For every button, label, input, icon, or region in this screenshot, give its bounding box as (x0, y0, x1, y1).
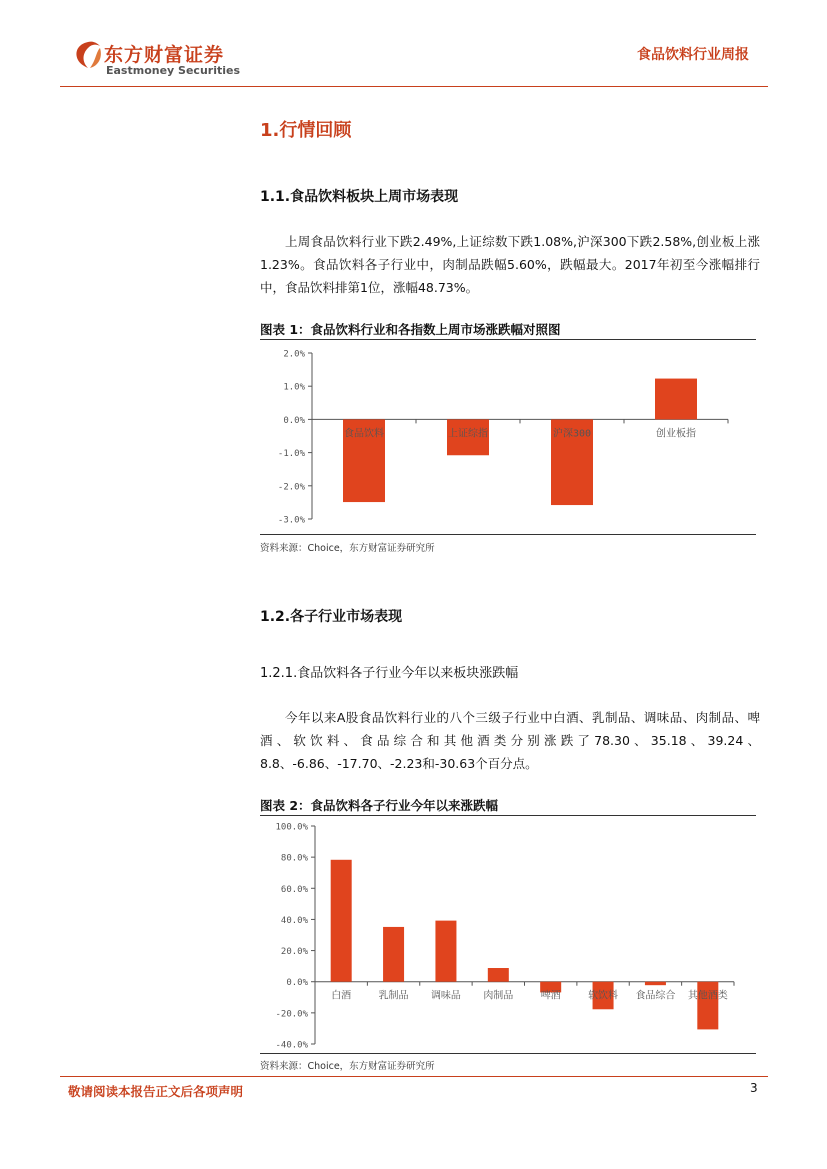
figure-2-source: 资料来源：Choice，东方财富证券研究所 (260, 1061, 435, 1072)
bar (383, 927, 404, 982)
subsection-title-1-2: 1.2.各子行业市场表现 (260, 609, 403, 625)
x-category-label: 乳制品 (378, 990, 409, 1002)
figure-2-bottom-rule (260, 1053, 756, 1054)
figure-2-title: 图表 2：食品饮料各子行业今年以来涨跌幅 (260, 798, 499, 813)
y-tick-label: 2.0% (283, 349, 305, 360)
subsubsection-title-1-2-1: 1.2.1.食品饮料各子行业今年以来板块涨跌幅 (260, 666, 519, 681)
figure-1-title: 图表 1：食品饮料行业和各指数上周市场涨跌幅对照图 (260, 322, 561, 337)
y-tick-label: -2.0% (277, 482, 305, 493)
eastmoney-logo-icon (70, 38, 106, 74)
section-title: 1.行情回顾 (260, 120, 352, 141)
bar (435, 921, 456, 982)
y-tick-label: -3.0% (277, 515, 305, 526)
figure-1-bottom-rule (260, 534, 756, 535)
footer-divider (60, 1076, 768, 1077)
y-tick-label: 0.0% (283, 415, 305, 426)
y-tick-label: 40.0% (280, 915, 308, 926)
bar (331, 860, 352, 982)
bar (697, 982, 718, 1030)
y-tick-label: 100.0% (275, 822, 308, 833)
x-category-label: 肉制品 (483, 990, 514, 1002)
x-category-label: 其他酒类 (687, 990, 728, 1002)
subsection-title-1-1: 1.1.食品饮料板块上周市场表现 (260, 189, 459, 205)
x-category-label: 调味品 (430, 990, 461, 1002)
y-tick-label: 0.0% (286, 978, 308, 989)
report-type: 食品饮料行业周报 (637, 47, 749, 63)
figure-2-bar-chart (260, 817, 756, 1052)
x-category-label: 上证综指 (448, 428, 488, 440)
figure-1-bar-chart (260, 342, 756, 532)
x-category-label: 白酒 (331, 990, 352, 1002)
page-number: 3 (750, 1081, 758, 1095)
y-tick-label: 1.0% (283, 382, 305, 393)
logo-text-cn: 东方财富证券 (104, 44, 225, 66)
y-tick-label: 80.0% (280, 853, 308, 864)
bar (645, 982, 666, 985)
figure-2-top-rule (260, 815, 756, 816)
logo-text-en: Eastmoney Securities (106, 64, 241, 77)
bar (655, 379, 697, 420)
y-tick-label: -1.0% (277, 449, 305, 460)
y-tick-label: 20.0% (280, 947, 308, 958)
x-category-label: 创业板指 (656, 428, 696, 440)
x-category-label: 沪深300 (552, 428, 592, 440)
figure-1-top-rule (260, 339, 756, 340)
x-category-label: 软饮料 (588, 990, 619, 1002)
paragraph-subindustry-performance: 今年以来A股食品饮料行业的八个三级子行业中白酒、乳制品、调味品、肉制品、啤酒、软饮料、食品综合和其他酒类分别涨跌了78.30、35.18、39.24、8.8、-6.86、-17.70、-2.23和-30.63个百分点。 (260, 710, 760, 771)
y-tick-label: -20.0% (275, 1009, 308, 1020)
bar (488, 968, 509, 982)
figure-1-source: 资料来源：Choice，东方财富证券研究所 (260, 543, 435, 554)
paragraph-market-performance: 上周食品饮料行业下跌2.49%,上证综数下跌1.08%,沪深300下跌2.58%,创业板上涨1.23%。食品饮料各子行业中，肉制品跌幅5.60%，跌幅最大。2017年初至今涨幅排行中，食品饮料排第1位，涨幅48.73%。 (260, 234, 760, 295)
header-divider (60, 86, 768, 87)
footer-disclaimer: 敬请阅读本报告正文后各项声明 (68, 1084, 244, 1099)
y-tick-label: 60.0% (280, 884, 308, 895)
x-category-label: 啤酒 (540, 990, 561, 1002)
x-category-label: 食品综合 (635, 990, 676, 1002)
y-tick-label: -40.0% (275, 1040, 308, 1051)
x-category-label: 食品饮料 (344, 428, 384, 440)
